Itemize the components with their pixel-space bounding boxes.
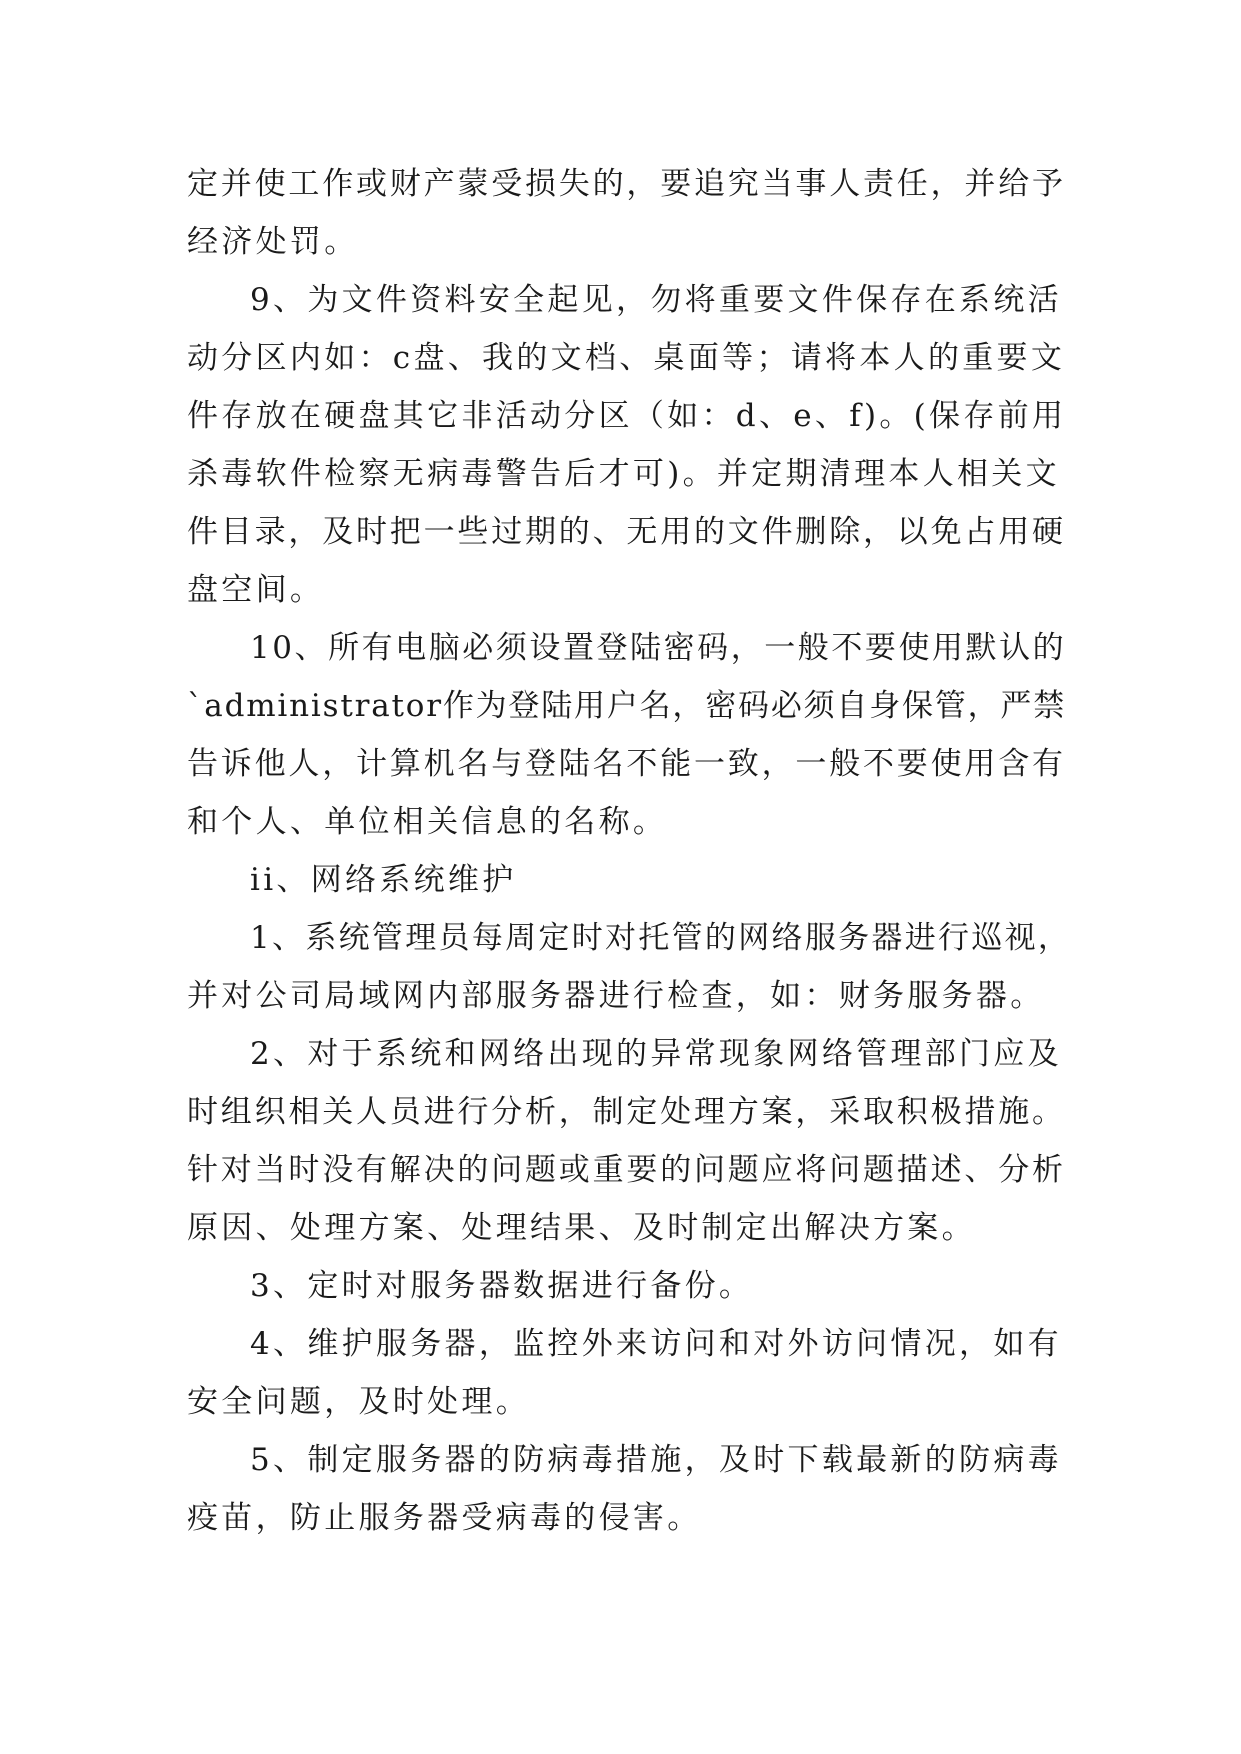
text-line: 并对公司局域网内部服务器进行检查，如：财务服务器。 [187,978,1045,1014]
text-line: 盘空间。 [187,572,325,608]
text-line: 10、所有电脑必须设置登陆密码，一般不要使用默认的 [250,630,1067,666]
text-line: 9、为文件资料安全起见，勿将重要文件保存在系统活 [250,282,1062,318]
text-line: 3、定时对服务器数据进行备份。 [250,1268,754,1304]
text-line: 动分区内如：c盘、我的文档、桌面等；请将本人的重要文 [187,340,1066,376]
text-line: 件目录，及时把一些过期的、无用的文件删除，以免占用硬 [187,514,1066,550]
text-line: 告诉他人，计算机名与登陆名不能一致，一般不要使用含有 [187,746,1066,782]
section-heading: ii、网络系统维护 [250,862,517,898]
text-line: 疫苗，防止服务器受病毒的侵害。 [187,1500,702,1536]
text-line: 时组织相关人员进行分析，制定处理方案，采取积极措施。 [187,1094,1066,1130]
text-line: 定并使工作或财产蒙受损失的，要追究当事人责任，并给予 [187,166,1066,202]
text-line: 5、制定服务器的防病毒措施，及时下载最新的防病毒 [250,1442,1062,1478]
text-line: 4、维护服务器，监控外来访问和对外访问情况，如有 [250,1326,1062,1362]
text-line: 安全问题，及时处理。 [187,1384,530,1420]
text-line: 件存放在硬盘其它非活动分区（如：d、e、f)。(保存前用 [187,398,1067,434]
text-line: 1、系统管理员每周定时对托管的网络服务器进行巡视， [250,920,1072,956]
text-line: 针对当时没有解决的问题或重要的问题应将问题描述、分析 [187,1152,1066,1188]
text-line: `administrator作为登陆用户名，密码必须自身保管，严禁 [187,688,1067,724]
text-line: 和个人、单位相关信息的名称。 [187,804,668,840]
text-line: 2、对于系统和网络出现的异常现象网络管理部门应及 [250,1036,1062,1072]
text-line: 杀毒软件检察无病毒警告后才可)。并定期清理本人相关文 [187,456,1060,492]
text-line: 经济处罚。 [187,224,359,260]
text-line: 原因、处理方案、处理结果、及时制定出解决方案。 [187,1210,976,1246]
